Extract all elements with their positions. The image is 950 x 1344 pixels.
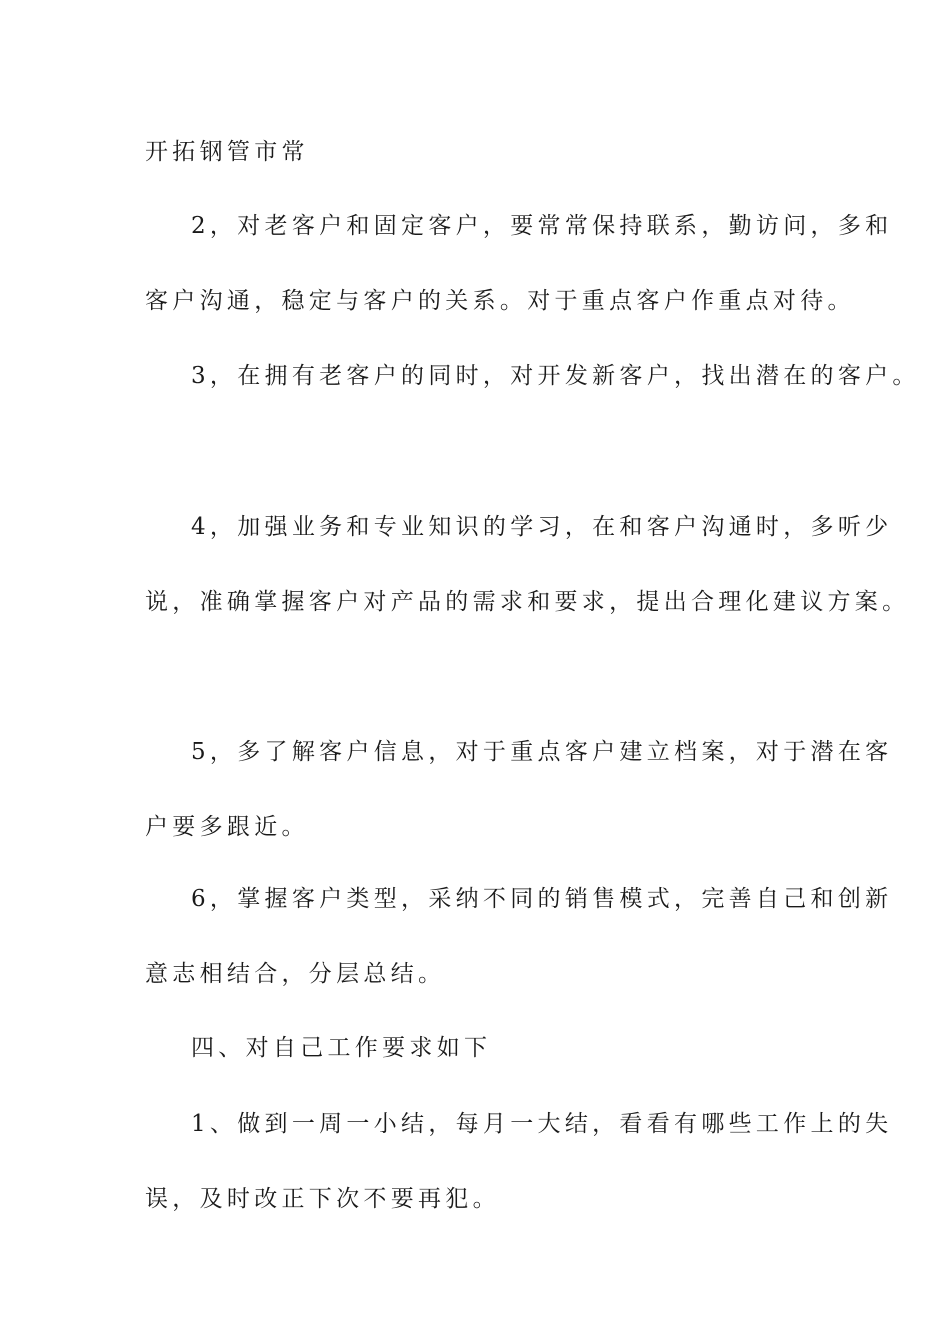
text-line: 客户沟通，稳定与客户的关系。对于重点客户作重点对待。 xyxy=(145,288,855,314)
text-line: 误，及时改正下次不要再犯。 xyxy=(145,1186,500,1212)
paragraph-line: 4，加强业务和专业知识的学习，在和客户沟通时，多听少 xyxy=(191,514,893,540)
paragraph-line: 2，对老客户和固定客户，要常常保持联系，勤访问，多和 xyxy=(191,213,893,239)
text-line: 户要多跟近。 xyxy=(145,814,309,840)
paragraph-line: 1、做到一周一小结，每月一大结，看看有哪些工作上的失 xyxy=(191,1111,893,1137)
paragraph-line: 6，掌握客户类型，采纳不同的销售模式，完善自己和创新 xyxy=(191,886,893,912)
paragraph-line: 5，多了解客户信息，对于重点客户建立档案，对于潜在客 xyxy=(191,739,893,765)
text-line: 开拓钢管市常 xyxy=(145,139,309,165)
text-line: 说，准确掌握客户对产品的需求和要求，提出合理化建议方案。 xyxy=(145,589,910,615)
paragraph-line: 3，在拥有老客户的同时，对开发新客户，找出潜在的客户。 xyxy=(191,363,920,389)
text-line: 意志相结合，分层总结。 xyxy=(145,961,446,987)
section-heading: 四、对自己工作要求如下 xyxy=(191,1035,492,1061)
